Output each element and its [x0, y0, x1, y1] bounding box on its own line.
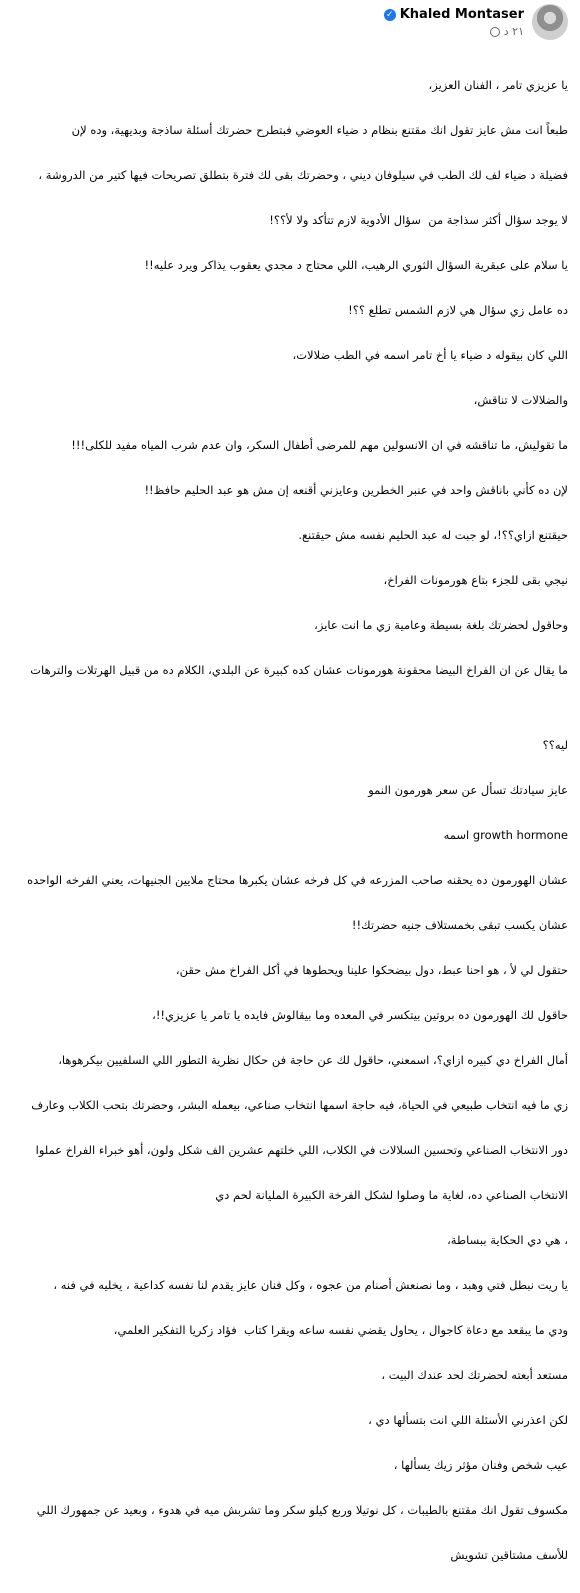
post-line-29: ودي ما يبقعد مع دعاة كاجوال ، يحاول يقضي نفسه ساعه ويقرا كتاب فؤاد زكريا التفكير العلمي،: [113, 1323, 568, 1337]
post-line-3: فضيلة د ضياء لف لك الطب في سيلوفان ديني ، وحضرتك بقى لك فترة بتطلق تصريحات فيها كتير من الدروشة ،: [38, 168, 568, 182]
avatar[interactable]: [532, 4, 568, 40]
post-line-12: نيجي بقى للجزء بتاع هورمونات الفراخ،: [383, 573, 568, 587]
post-timestamp[interactable]: ٢١ د: [503, 25, 524, 38]
post-line-23: أمال الفراخ دي كبيره ازاي؟، اسمعني، حاقول لك عن حاجة فن حكال نظرية التطور اللي السلفيين بيكرهوها،: [58, 1053, 568, 1067]
post-line-25: دور الانتخاب الصناعي وتحسين السلالات في الكلاب، اللي خلتهم عشرين الف شكل ولون، أهو خبراء الفراخ عملوا: [35, 1143, 568, 1157]
post-line-6: ده عامل زي سؤال هي لازم الشمس تطلع ؟؟!: [348, 303, 568, 317]
post-line-33: مكسوف تقول انك مقتنع بالطيبات ، كل نوتيلا وربع كيلو سكر وما تشربش ميه في هدوء ، وبعيد عن جمهورك اللي: [36, 1503, 568, 1517]
author-name[interactable]: Khaled Montaser: [399, 7, 524, 22]
post-line-13: وحاقول لحضرتك بلغة بسيطة وعامية زي ما انت عايز،: [314, 618, 568, 632]
verified-badge-icon: ✓: [384, 9, 396, 21]
post-line-1: يا عزيزي تامر ، الفنان العزيز،: [428, 78, 568, 92]
post-line-28: يا ريت نبطل فتي وهبد ، وما نصنعش أصنام من عجوه ، وكل فنان عايز يقدم لنا نفسه كداعية ، يخليه في فنه ،: [53, 1278, 568, 1292]
post-line-32: عيب شخص وفنان مؤثر زيك يسألها ،: [393, 1458, 568, 1472]
post-line-27: ، هي دي الحكاية ببساطة،: [447, 1233, 568, 1247]
post-line-14: ما يقال عن ان الفراخ البيضا محقونة هورمونات عشان كده كبيرة عن البلدي، الكلام ده من قبيل الهرتلات والترهات: [30, 663, 568, 677]
post-line-18: اسمه growth hormone: [443, 828, 568, 842]
author-block: [384, 4, 524, 39]
post-meta: [384, 25, 524, 39]
post-line-20: عشان يكسب تبقى بخمستلاف جنيه حضرتك!!: [351, 918, 568, 932]
post-header: [384, 4, 568, 44]
post-line-16: ليه؟؟: [542, 738, 568, 752]
author-line: [384, 7, 524, 23]
post-line-24: زي ما فيه انتخاب طبيعي في الحياة، فيه حاجة اسمها انتخاب صناعي، بيعمله البشر، وحضرتك بتحب الكلاب وعارف: [31, 1098, 568, 1112]
post-line-4: لا يوجد سؤال أكثر سذاجة من سؤال الأدوية لازم تتأكد ولا لأ؟؟!: [269, 213, 568, 227]
post-line-34: للأسف مشتاقين تشويش: [450, 1548, 568, 1562]
post-line-10: لإن ده كأني باناقش واحد في عنبر الخطرين وعايزني أقنعه إن مش هو عبد الحليم حافظ!!: [144, 483, 568, 497]
post-line-21: حتقول لي لأ ، هو احنا عبط، دول بيضحكوا علينا ويحطوها في أكل الفراخ مش حقن،: [175, 963, 568, 977]
post-line-31: لكن اعذرني الأسئلة اللي انت بتسألها دي ،: [368, 1413, 568, 1427]
post-line-17: عايز سيادتك تسأل عن سعر هورمون النمو: [368, 783, 568, 797]
post-line-30: مستعد أبعته لحضرتك لحد عندك البيت ،: [381, 1368, 568, 1382]
post-line-5: يا سلام على عبقرية السؤال الثوري الرهيب، اللي محتاج د مجدي يعقوب يذاكر ويرد عليه!!: [144, 258, 568, 272]
post-line-7: اللي كان بيقوله د ضياء يا أخ تامر اسمه في الطب ضلالات،: [292, 348, 568, 362]
post-line-9: ما تقوليش، ما تناقشه في ان الانسولين مهم للمرضى أطفال السكر، وان عدم شرب المياه مفيد للكلى!!!: [71, 438, 568, 452]
post-line-11: حيقتنع ازاي؟؟!، لو جبت له عبد الحليم نفسه مش حيقتنع.: [298, 528, 568, 542]
post-line-2: طبعاً انت مش عايز تقول انك مقتنع بنظام د ضياء العوضي فبتطرح حضرتك أسئلة ساذجة وبديهية، وده لإن: [71, 123, 568, 137]
post-line-22: حاقول لك الهورمون ده بروتين بيتكسر في المعده وما بيقالوش فايده يا تامر يا عزيزي!!،: [152, 1008, 568, 1022]
post-line-26: الانتخاب الصناعي ده، لغاية ما وصلوا لشكل الفرخة الكبيرة المليانة لحم دي: [215, 1188, 568, 1202]
globe-icon: [490, 27, 500, 37]
post-line-19: عشان الهورمون ده يحقنه صاحب المزرعه في كل فرخه عشان يكبرها محتاج ملايين الجنيهات، يعني الفرخه الواحده: [27, 873, 568, 887]
post-body: [10, 48, 568, 1593]
post-line-8: والضلالات لا تناقش،: [473, 393, 568, 407]
